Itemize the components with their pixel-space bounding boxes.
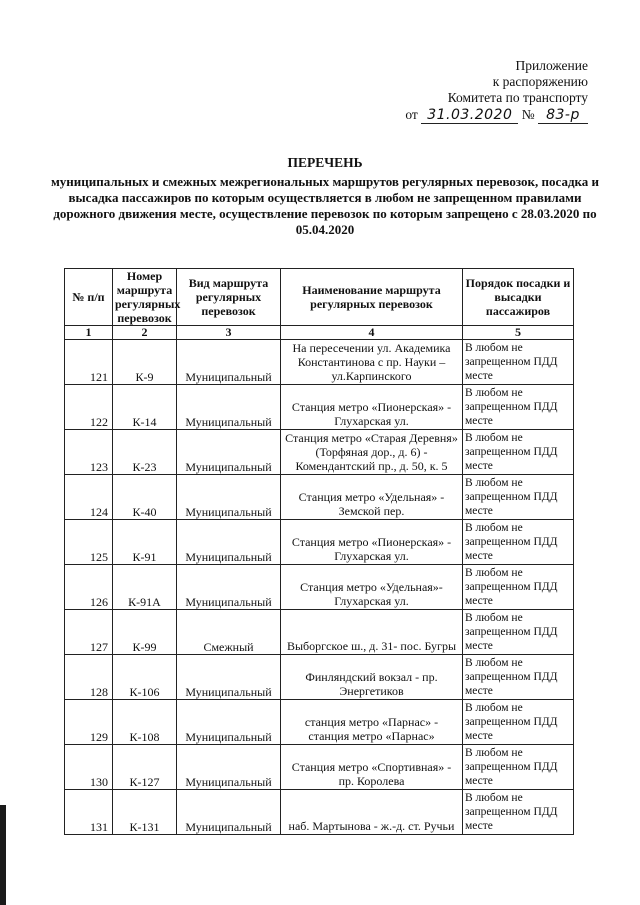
scan-edge-mark	[0, 805, 6, 905]
header-boarding-order: Порядок посадки и высадки пассажиров	[463, 269, 574, 326]
route-kind: Смежный	[177, 610, 281, 655]
route-kind: Муниципальный	[177, 520, 281, 565]
routes-table	[64, 268, 574, 835]
document-title	[50, 155, 600, 238]
table-row	[65, 385, 574, 430]
route-name: Выборгское ш., д. 31- пос. Бугры	[281, 610, 463, 655]
route-number: К-23	[113, 430, 177, 475]
route-name: Станция метро «Удельная»- Глухарская ул.	[281, 565, 463, 610]
route-kind: Муниципальный	[177, 340, 281, 385]
route-number: К-108	[113, 700, 177, 745]
table-row	[65, 430, 574, 475]
title-subtitle: муниципальных и смежных межрегиональных маршрутов регулярных перевозок, посадка и высадка пассажиров по которым осуществляется в любом не запрещенном правилами дорожного движения месте, осуществление перевозок по которым запрещено с 28.03.2020 по 05.04.2020	[50, 174, 600, 237]
route-kind: Муниципальный	[177, 790, 281, 835]
row-index: 125	[65, 520, 113, 565]
row-index: 124	[65, 475, 113, 520]
route-name: Станция метро «Пионерская» - Глухарская ул.	[281, 385, 463, 430]
route-number: К-91	[113, 520, 177, 565]
route-number: К-91А	[113, 565, 177, 610]
title-main: ПЕРЕЧЕНЬ	[287, 155, 363, 170]
route-name: Станция метро «Удельная» - Земской пер.	[281, 475, 463, 520]
route-number: К-14	[113, 385, 177, 430]
route-kind: Муниципальный	[177, 475, 281, 520]
table-header-row	[65, 269, 574, 326]
column-number: 4	[281, 326, 463, 340]
row-index: 122	[65, 385, 113, 430]
table-row	[65, 340, 574, 385]
table-row	[65, 655, 574, 700]
date-number-line	[388, 107, 588, 124]
route-number: К-9	[113, 340, 177, 385]
route-kind: Муниципальный	[177, 565, 281, 610]
route-number: К-127	[113, 745, 177, 790]
column-number: 3	[177, 326, 281, 340]
column-number: 2	[113, 326, 177, 340]
route-kind: Муниципальный	[177, 745, 281, 790]
committee-name: Комитета по транспорту	[447, 90, 588, 105]
route-name: Станция метро «Старая Деревня» (Торфяная дор., д. 6) - Комендантский пр., д. 50, к. 5	[281, 430, 463, 475]
appendix-label: Приложение	[515, 58, 588, 73]
handwritten-number: 83-р	[538, 107, 588, 124]
order-reference: к распоряжению	[492, 74, 588, 89]
boarding-order: В любом не запрещенном ПДД месте	[463, 475, 574, 520]
row-index: 127	[65, 610, 113, 655]
route-number: К-106	[113, 655, 177, 700]
table-row	[65, 610, 574, 655]
boarding-order: В любом не запрещенном ПДД месте	[463, 520, 574, 565]
boarding-order: В любом не запрещенном ПДД месте	[463, 700, 574, 745]
route-name: Финляндский вокзал - пр. Энергетиков	[281, 655, 463, 700]
route-kind: Муниципальный	[177, 655, 281, 700]
table-row	[65, 700, 574, 745]
table-row	[65, 475, 574, 520]
row-index: 128	[65, 655, 113, 700]
table-row	[65, 520, 574, 565]
column-number-row	[65, 326, 574, 340]
boarding-order: В любом не запрещенном ПДД месте	[463, 565, 574, 610]
boarding-order: В любом не запрещенном ПДД месте	[463, 610, 574, 655]
route-number: К-99	[113, 610, 177, 655]
boarding-order: В любом не запрещенном ПДД месте	[463, 430, 574, 475]
route-name: станция метро «Парнас» - станция метро «Парнас»	[281, 700, 463, 745]
route-name: На пересечении ул. Академика Константинова с пр. Науки – ул.Карпинского	[281, 340, 463, 385]
row-index: 129	[65, 700, 113, 745]
route-number: К-40	[113, 475, 177, 520]
boarding-order: В любом не запрещенном ПДД месте	[463, 745, 574, 790]
route-kind: Муниципальный	[177, 700, 281, 745]
row-index: 121	[65, 340, 113, 385]
header-route-number: Номер маршрута регулярных перевозок	[113, 269, 177, 326]
table-row	[65, 565, 574, 610]
route-kind: Муниципальный	[177, 430, 281, 475]
route-kind: Муниципальный	[177, 385, 281, 430]
row-index: 130	[65, 745, 113, 790]
row-index: 126	[65, 565, 113, 610]
column-number: 1	[65, 326, 113, 340]
row-index: 123	[65, 430, 113, 475]
boarding-order: В любом не запрещенном ПДД месте	[463, 655, 574, 700]
handwritten-date: 31.03.2020	[421, 107, 518, 124]
header-route-kind: Вид маршрута регулярных перевозок	[177, 269, 281, 326]
boarding-order: В любом не запрещенном ПДД месте	[463, 385, 574, 430]
table-row	[65, 745, 574, 790]
header-index: № п/п	[65, 269, 113, 326]
table-row	[65, 790, 574, 835]
column-number: 5	[463, 326, 574, 340]
route-number: К-131	[113, 790, 177, 835]
route-name: наб. Мартынова - ж.-д. ст. Ручьи	[281, 790, 463, 835]
route-name: Станция метро «Пионерская» - Глухарская ул.	[281, 520, 463, 565]
number-sign: №	[521, 107, 535, 122]
row-index: 131	[65, 790, 113, 835]
boarding-order: В любом не запрещенном ПДД месте	[463, 340, 574, 385]
boarding-order: В любом не запрещенном ПДД месте	[463, 790, 574, 835]
from-prefix: от	[405, 107, 418, 122]
appendix-header	[388, 58, 588, 124]
route-name: Станция метро «Спортивная» - пр. Королева	[281, 745, 463, 790]
header-route-name: Наименование маршрута регулярных перевозок	[281, 269, 463, 326]
